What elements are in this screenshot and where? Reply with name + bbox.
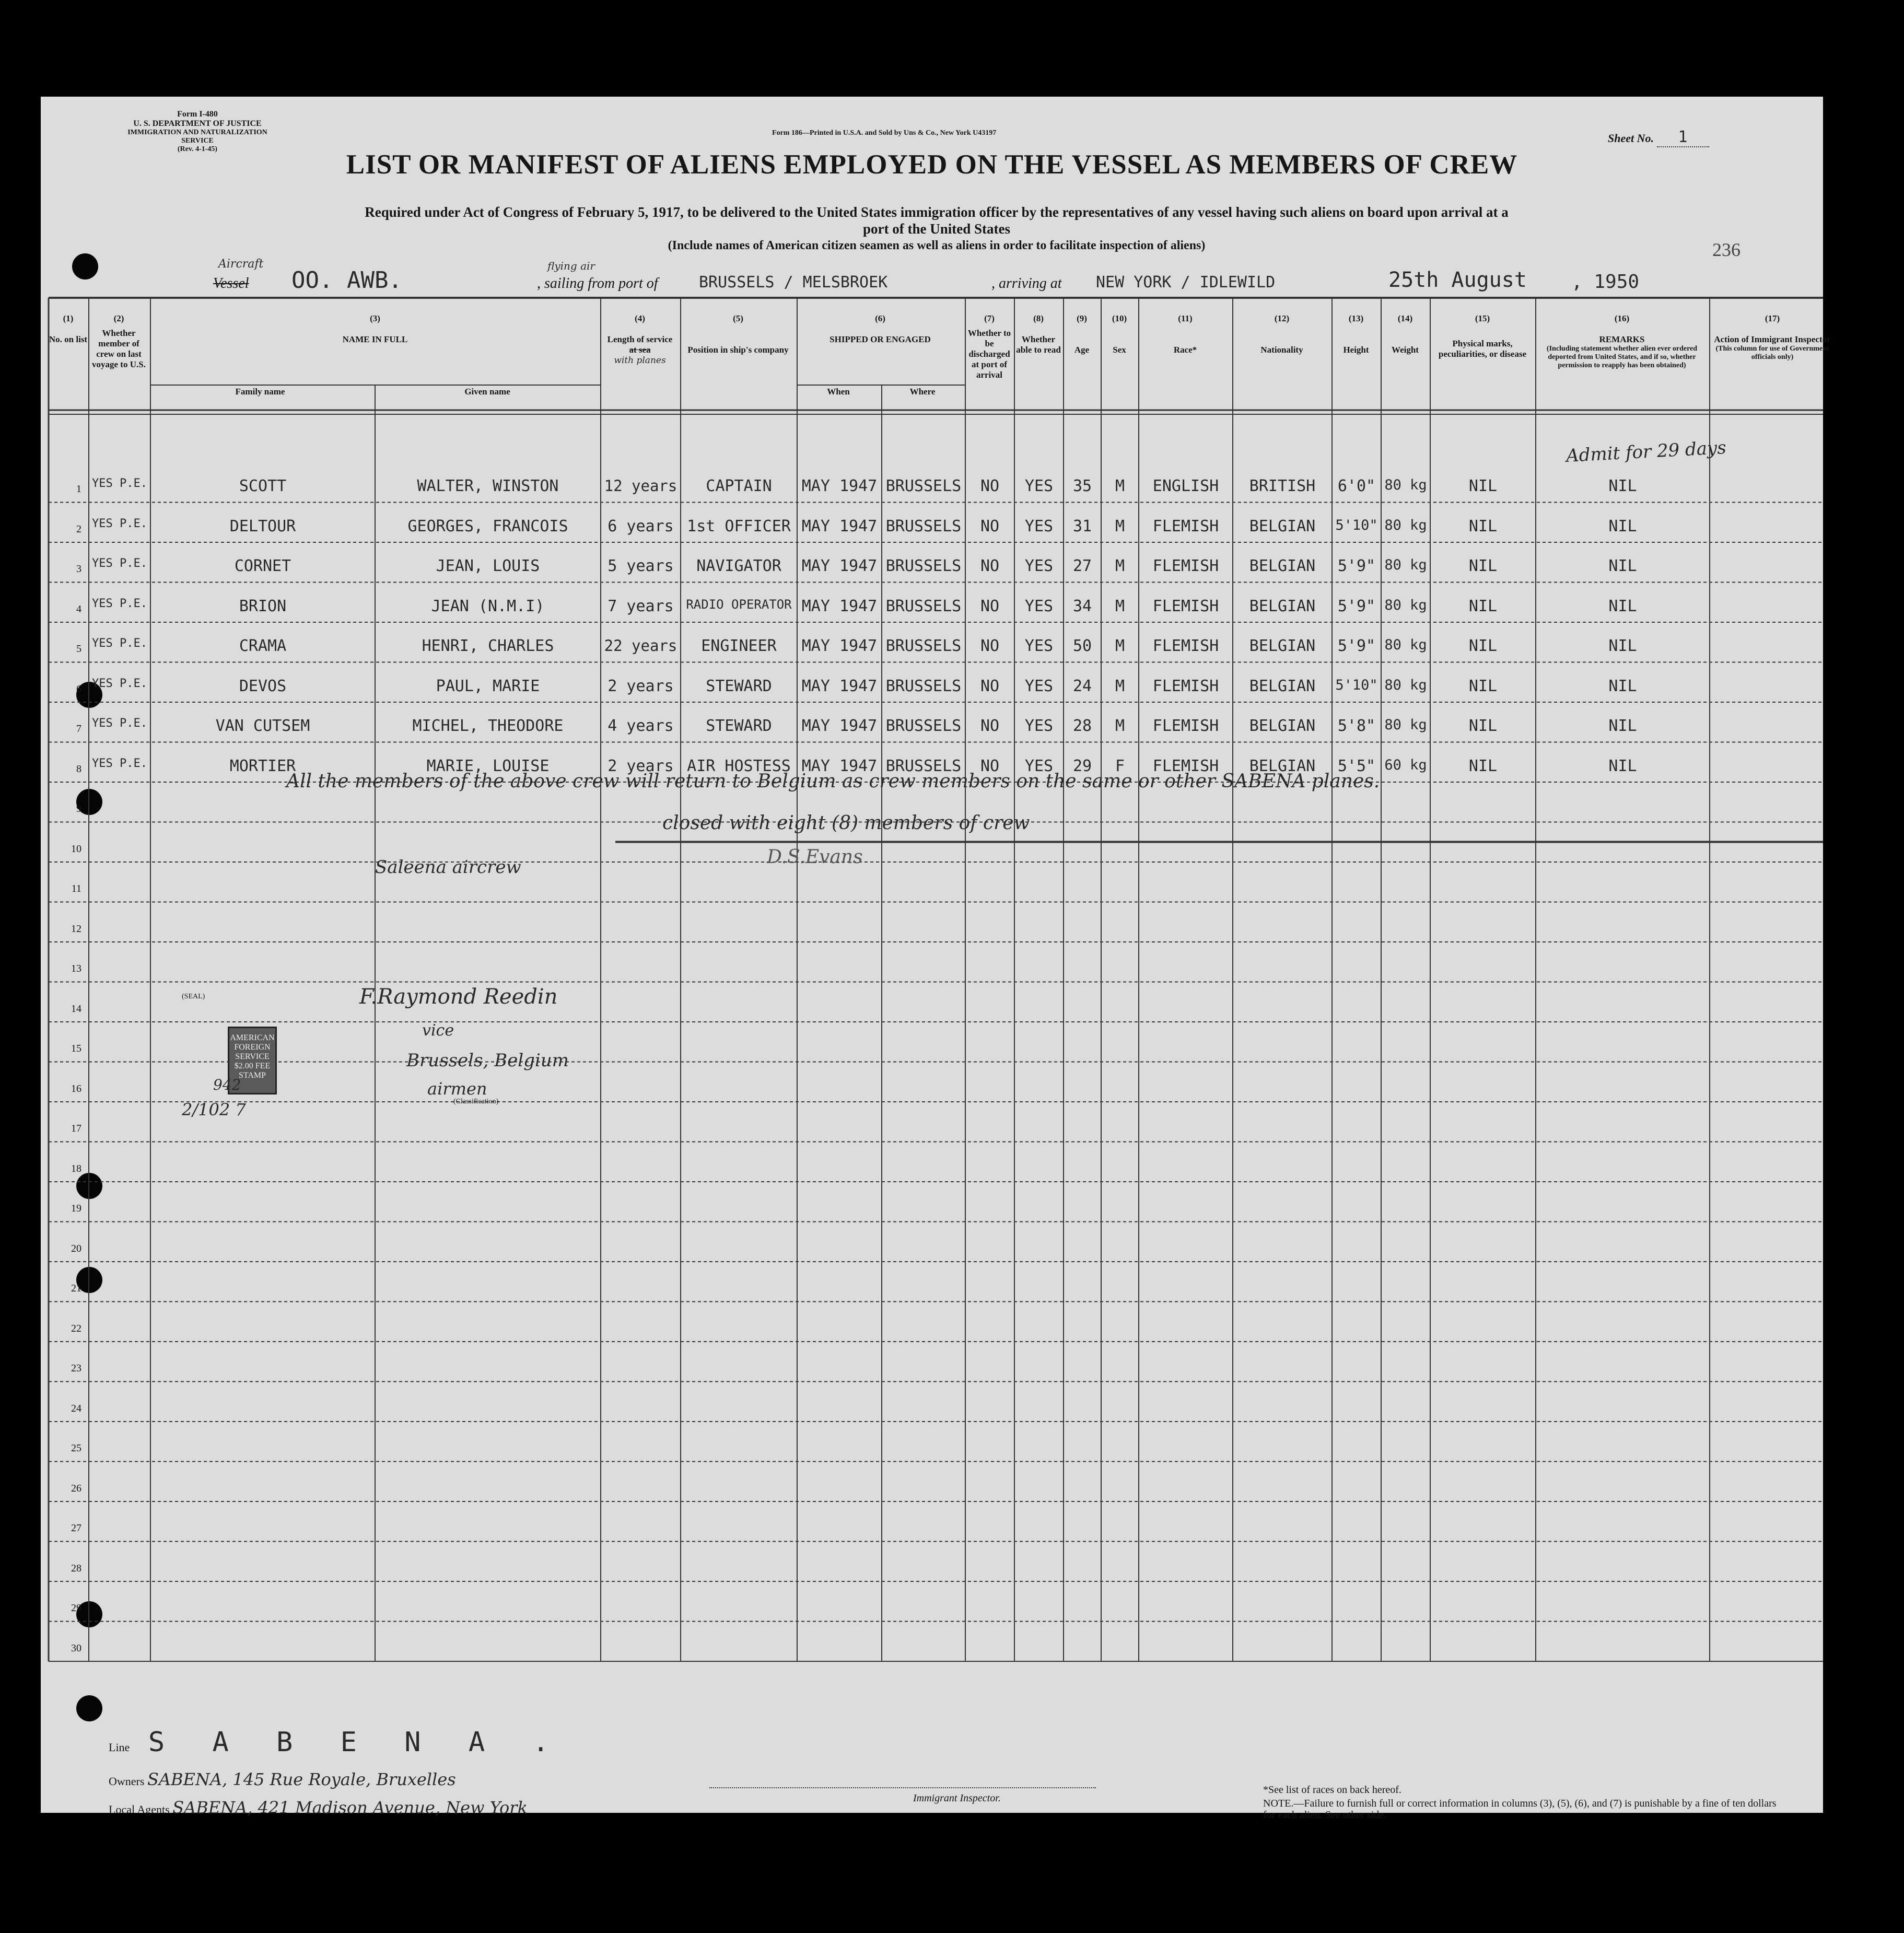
col9-header: (9) Age	[1074, 313, 1090, 355]
col8-header: (8) Whether able to read	[1016, 313, 1061, 355]
nationality-cell: BELGIAN	[1249, 597, 1316, 615]
subtitle-line-1: Required under Act of Congress of February 5, 1917, to be delivered to the United States immigration officer by the representatives of any vessel having such aliens on board upon arrival at a	[365, 204, 1509, 220]
crew-return-note: All the members of the above crew will return to Belgium as crew members on the same or other SABENA planes.	[286, 771, 1380, 792]
engaged-where-cell: BRUSSELS	[885, 637, 962, 655]
row-number: 7	[76, 723, 81, 735]
height-cell: 5'9"	[1337, 557, 1376, 575]
row-number: 9	[76, 803, 81, 814]
race-cell: ENGLISH	[1152, 477, 1219, 495]
engaged-where-cell: BRUSSELS	[885, 677, 962, 695]
age-cell: 50	[1072, 637, 1092, 655]
to-port: NEW YORK / IDLEWILD	[1096, 273, 1276, 292]
remarks-cell: NIL	[1608, 756, 1637, 775]
able-to-read-cell: YES	[1024, 477, 1054, 495]
revision: (Rev. 4-1-45)	[177, 145, 218, 153]
owners-value: SABENA, 145 Rue Royale, Bruxelles	[147, 1769, 456, 1789]
races-note: *See list of races on back hereof.	[1263, 1784, 1401, 1796]
sex-cell: M	[1115, 597, 1125, 615]
arriving-label: , arriving at	[991, 275, 1062, 292]
row-number: 19	[71, 1203, 81, 1214]
family-name-cell: SCOTT	[239, 477, 287, 495]
col2-header: (2) Whether member of crew on last voyage to U.S.	[92, 313, 146, 369]
from-port: BRUSSELS / MELSBROEK	[699, 273, 888, 292]
last-voyage-cell: YES P.E.	[92, 517, 147, 530]
weight-cell: 60 kg	[1384, 756, 1427, 773]
consul-signature: F.Raymond Reedin	[359, 985, 558, 1009]
family-name-cell: CORNET	[234, 557, 291, 575]
vessel-prefix: Aircraft	[218, 258, 264, 271]
col17-header: (17) Action of Immigrant Inspector (This column for use of Government officials only)	[1714, 313, 1831, 361]
family-name-cell: BRION	[239, 597, 287, 615]
weight-cell: 80 kg	[1384, 717, 1427, 733]
given-name-cell: MARIE, LOUISE	[426, 756, 550, 775]
department: U. S. DEPARTMENT OF JUSTICE	[133, 119, 262, 128]
row-number: 24	[71, 1402, 81, 1414]
row-number: 2	[76, 523, 81, 535]
sex-cell: M	[1115, 637, 1125, 655]
col15-header: (15) Physical marks, peculiarities, or disease	[1438, 313, 1527, 359]
last-voyage-cell: YES P.E.	[92, 717, 147, 730]
row-number: 22	[71, 1322, 81, 1334]
service-name: IMMIGRATION AND NATURALIZATION SERVICE	[127, 129, 267, 145]
initials: D.S.Evans	[767, 846, 863, 868]
engaged-where-cell: BRUSSELS	[885, 477, 962, 495]
classification-value: airmen	[427, 1079, 487, 1099]
position-cell: 1st OFFICER	[687, 517, 791, 535]
discharged-cell: NO	[980, 637, 1000, 655]
service-length-cell: 12 years	[604, 477, 678, 495]
inspector-label: Immigrant Inspector.	[913, 1792, 1001, 1804]
penalty-note: NOTE.—Failure to furnish full or correct information in columns (3), (5), (6), and (7) is punishable by a fine of ten dollars for each alien. See other side.	[1263, 1798, 1777, 1821]
row-number: 13	[71, 963, 81, 974]
table-grid	[41, 97, 1823, 1813]
discharged-cell: NO	[980, 677, 1000, 695]
remarks-cell: NIL	[1608, 677, 1637, 695]
physical-marks-cell: NIL	[1468, 637, 1498, 655]
physical-marks-cell: NIL	[1468, 717, 1498, 735]
position-cell: CAPTAIN	[706, 477, 772, 495]
remarks-cell: NIL	[1608, 597, 1637, 615]
engaged-when-cell: MAY 1947	[801, 477, 878, 495]
nationality-cell: BELGIAN	[1249, 557, 1316, 575]
col16-header: (16) REMARKS (Including statement whether alien ever ordered deported from United States, and if so, whether permission to reapply has been obtained)	[1546, 313, 1698, 369]
family-name-cell: MORTIER	[229, 756, 296, 775]
row-number: 17	[71, 1123, 81, 1134]
last-voyage-cell: YES P.E.	[92, 477, 147, 490]
position-cell: NAVIGATOR	[696, 557, 781, 575]
position-cell: STEWARD	[706, 717, 772, 735]
inspector-signature-line	[709, 1787, 1096, 1788]
weight-cell: 80 kg	[1384, 557, 1427, 573]
row-number: 27	[71, 1522, 81, 1534]
given-name-cell: JEAN (N.M.I)	[431, 597, 545, 615]
race-cell: FLEMISH	[1152, 637, 1219, 655]
age-cell: 29	[1072, 756, 1092, 775]
engaged-when-cell: MAY 1947	[801, 597, 878, 615]
position-cell: ENGINEER	[701, 637, 777, 655]
discharged-cell: NO	[980, 517, 1000, 535]
visa-label: Saleena aircrew	[375, 857, 521, 878]
remarks-cell: NIL	[1608, 637, 1637, 655]
owners-field	[109, 1769, 456, 1789]
engaged-where-cell: BRUSSELS	[885, 597, 962, 615]
remarks-cell: NIL	[1608, 557, 1637, 575]
vessel-name: OO. AWB.	[291, 267, 402, 294]
given-name-cell: JEAN, LOUIS	[436, 557, 540, 575]
sex-cell: M	[1115, 517, 1125, 535]
col12-header: (12) Nationality	[1260, 313, 1303, 355]
sex-cell: M	[1115, 677, 1125, 695]
row-number: 30	[71, 1642, 81, 1654]
classification-label: (Classification)	[453, 1098, 499, 1105]
arrival-year: , 1950	[1571, 271, 1640, 293]
last-voyage-cell: YES P.E.	[92, 637, 147, 650]
engaged-when-cell: MAY 1947	[801, 517, 878, 535]
seal-label: (SEAL)	[182, 993, 205, 1000]
printer-line: Form 186—Printed in U.S.A. and Sold by Uns & Co., New York U43197	[772, 129, 997, 137]
race-cell: FLEMISH	[1152, 717, 1219, 735]
engaged-where-cell: BRUSSELS	[885, 717, 962, 735]
agents-value: SABENA, 421 Madison Avenue, New York	[172, 1798, 528, 1818]
engaged-when-cell: MAY 1947	[801, 637, 878, 655]
weight-cell: 80 kg	[1384, 477, 1427, 493]
remarks-cell: NIL	[1608, 477, 1637, 495]
col14-header: (14) Weight	[1392, 313, 1419, 355]
physical-marks-cell: NIL	[1468, 677, 1498, 695]
vessel-label: Vessel	[213, 275, 249, 292]
row-number: 14	[71, 1003, 81, 1015]
col3-header: (3) NAME IN FULL	[342, 313, 408, 344]
manifest-sheet	[41, 97, 1831, 1821]
sex-cell: M	[1115, 557, 1125, 575]
age-cell: 24	[1072, 677, 1092, 695]
row-number: 16	[71, 1082, 81, 1094]
able-to-read-cell: YES	[1024, 517, 1054, 535]
family-name-cell: CRAMA	[239, 637, 287, 655]
col3-family-header: Family name	[235, 387, 285, 397]
page-number: 236	[1712, 239, 1741, 260]
row-number: 10	[71, 843, 81, 855]
age-cell: 35	[1072, 477, 1092, 495]
owners-label: Owners	[109, 1775, 145, 1788]
row-number: 18	[71, 1162, 81, 1174]
height-cell: 5'10"	[1335, 677, 1378, 693]
form-number: Form I-480	[177, 110, 218, 119]
height-cell: 5'9"	[1337, 637, 1376, 655]
service-length-cell: 2 years	[608, 756, 674, 775]
subtitle-line-2: port of the United States	[863, 221, 1010, 237]
physical-marks-cell: NIL	[1468, 557, 1498, 575]
able-to-read-cell: YES	[1024, 756, 1054, 775]
discharged-cell: NO	[980, 597, 1000, 615]
able-to-read-cell: YES	[1024, 717, 1054, 735]
col11-header: (11) Race*	[1173, 313, 1197, 355]
col1-header: (1) No. on list	[49, 313, 88, 344]
weight-cell: 80 kg	[1384, 597, 1427, 613]
col6-header: (6) SHIPPED OR ENGAGED	[830, 313, 931, 344]
col13-header: (13) Height	[1343, 313, 1369, 355]
sheet-label: Sheet No.	[1608, 132, 1654, 145]
discharged-cell: NO	[980, 717, 1000, 735]
last-voyage-cell: YES P.E.	[92, 557, 147, 570]
position-cell: RADIO OPERATOR	[686, 597, 792, 612]
row-number: 1	[76, 483, 81, 495]
file-number-a: 942	[213, 1076, 241, 1093]
nationality-cell: BELGIAN	[1249, 637, 1316, 655]
physical-marks-cell: NIL	[1468, 756, 1498, 775]
age-cell: 27	[1072, 557, 1092, 575]
row-number: 15	[71, 1043, 81, 1054]
able-to-read-cell: YES	[1024, 637, 1054, 655]
row-number: 8	[76, 763, 81, 775]
engaged-when-cell: MAY 1947	[801, 717, 878, 735]
nationality-cell: BRITISH	[1249, 477, 1316, 495]
line-field	[109, 1727, 565, 1758]
row-number: 28	[71, 1562, 81, 1574]
service-length-cell: 7 years	[608, 597, 674, 615]
form-title: LIST OR MANIFEST OF ALIENS EMPLOYED ON THE VESSEL AS MEMBERS OF CREW	[346, 149, 1518, 180]
nationality-cell: BELGIAN	[1249, 717, 1316, 735]
remark-admit: Admit for 29 days	[1566, 437, 1727, 467]
height-cell: 6'0"	[1337, 477, 1376, 495]
row-number: 5	[76, 643, 81, 655]
given-name-cell: WALTER, WINSTON	[417, 477, 559, 495]
last-voyage-cell: YES P.E.	[92, 756, 147, 770]
engaged-when-cell: MAY 1947	[801, 677, 878, 695]
nationality-cell: BELGIAN	[1249, 756, 1316, 775]
position-cell: STEWARD	[706, 677, 772, 695]
age-cell: 28	[1072, 717, 1092, 735]
row-number: 4	[76, 603, 81, 615]
weight-cell: 80 kg	[1384, 637, 1427, 653]
service-length-cell: 4 years	[608, 717, 674, 735]
able-to-read-cell: YES	[1024, 677, 1054, 695]
race-cell: FLEMISH	[1152, 677, 1219, 695]
position-cell: AIR HOSTESS	[687, 756, 791, 775]
row-number: 6	[76, 683, 81, 695]
engaged-where-cell: BRUSSELS	[885, 557, 962, 575]
engaged-when-cell: MAY 1947	[801, 557, 878, 575]
col3-given-header: Given name	[464, 387, 510, 397]
fee-stamp: AMERICAN FOREIGN SERVICE $2.00 FEE STAMP	[228, 1027, 277, 1094]
able-to-read-cell: YES	[1024, 597, 1054, 615]
col5-header: (5) Position in ship's company	[687, 313, 789, 355]
able-to-read-cell: YES	[1024, 557, 1054, 575]
line-value: S A B E N A .	[148, 1727, 565, 1758]
service-length-cell: 2 years	[608, 677, 674, 695]
row-number: 21	[71, 1283, 81, 1294]
physical-marks-cell: NIL	[1468, 477, 1498, 495]
row-number: 11	[71, 883, 81, 894]
row-number: 23	[71, 1363, 81, 1374]
agents-field	[109, 1798, 528, 1818]
engaged-where-cell: BRUSSELS	[885, 756, 962, 775]
row-number: 3	[76, 563, 81, 575]
weight-cell: 80 kg	[1384, 517, 1427, 533]
given-name-cell: GEORGES, FRANCOIS	[407, 517, 568, 535]
family-name-cell: DELTOUR	[229, 517, 296, 535]
remarks-cell: NIL	[1608, 517, 1637, 535]
given-name-cell: PAUL, MARIE	[436, 677, 540, 695]
consul-place: Brussels, Belgium	[406, 1050, 569, 1071]
engaged-where-cell: BRUSSELS	[885, 517, 962, 535]
col10-header: (10) Sex	[1112, 313, 1127, 355]
col4-header: (4) Length of service at sea with planes	[607, 313, 673, 366]
sex-cell: F	[1115, 756, 1125, 775]
last-voyage-cell: YES P.E.	[92, 597, 147, 610]
subtitle-line-3: (Include names of American citizen seamen as well as aliens in order to facilitate inspection of aliens)	[668, 239, 1206, 252]
race-cell: FLEMISH	[1152, 517, 1219, 535]
consul-vice: vice	[422, 1021, 454, 1040]
arrival-date: 25th August	[1388, 268, 1527, 292]
sailing-label: , sailing from port of	[537, 275, 658, 292]
row-number: 25	[71, 1442, 81, 1454]
height-cell: 5'8"	[1337, 717, 1376, 735]
sex-cell: M	[1115, 477, 1125, 495]
discharged-cell: NO	[980, 756, 1000, 775]
file-number-b: 2/102 7	[182, 1100, 246, 1120]
given-name-cell: MICHEL, THEODORE	[412, 717, 564, 735]
family-name-cell: VAN CUTSEM	[215, 717, 310, 735]
race-cell: FLEMISH	[1152, 557, 1219, 575]
age-cell: 34	[1072, 597, 1092, 615]
discharged-cell: NO	[980, 557, 1000, 575]
given-name-cell: HENRI, CHARLES	[422, 637, 554, 655]
col6-where-header: Where	[909, 387, 936, 397]
row-number: 26	[71, 1482, 81, 1494]
row-number: 29	[71, 1602, 81, 1614]
sheet-number: 1	[1657, 128, 1709, 147]
discharged-cell: NO	[980, 477, 1000, 495]
sailing-overwrite: flying air	[547, 260, 595, 272]
physical-marks-cell: NIL	[1468, 597, 1498, 615]
service-length-cell: 22 years	[604, 637, 678, 655]
family-name-cell: DEVOS	[239, 677, 287, 695]
nationality-cell: BELGIAN	[1249, 677, 1316, 695]
agents-label: Local Agents	[109, 1803, 170, 1816]
race-cell: FLEMISH	[1152, 597, 1219, 615]
row-number: 12	[71, 923, 81, 935]
service-length-cell: 6 years	[608, 517, 674, 535]
row-number: 20	[71, 1242, 81, 1254]
last-voyage-cell: YES P.E.	[92, 677, 147, 690]
service-length-cell: 5 years	[608, 557, 674, 575]
closed-note: closed with eight (8) members of crew	[662, 812, 1030, 834]
height-cell: 5'9"	[1337, 597, 1376, 615]
physical-marks-cell: NIL	[1468, 517, 1498, 535]
line-label: Line	[109, 1741, 130, 1754]
weight-cell: 80 kg	[1384, 677, 1427, 693]
nationality-cell: BELGIAN	[1249, 517, 1316, 535]
height-cell: 5'5"	[1337, 756, 1376, 775]
age-cell: 31	[1072, 517, 1092, 535]
col6-when-header: When	[827, 387, 850, 397]
height-cell: 5'10"	[1335, 517, 1378, 533]
race-cell: FLEMISH	[1152, 756, 1219, 775]
sex-cell: M	[1115, 717, 1125, 735]
remarks-cell: NIL	[1608, 717, 1637, 735]
col7-header: (7) Whether to be discharged at port of arrival	[967, 313, 1011, 380]
engaged-when-cell: MAY 1947	[801, 756, 878, 775]
